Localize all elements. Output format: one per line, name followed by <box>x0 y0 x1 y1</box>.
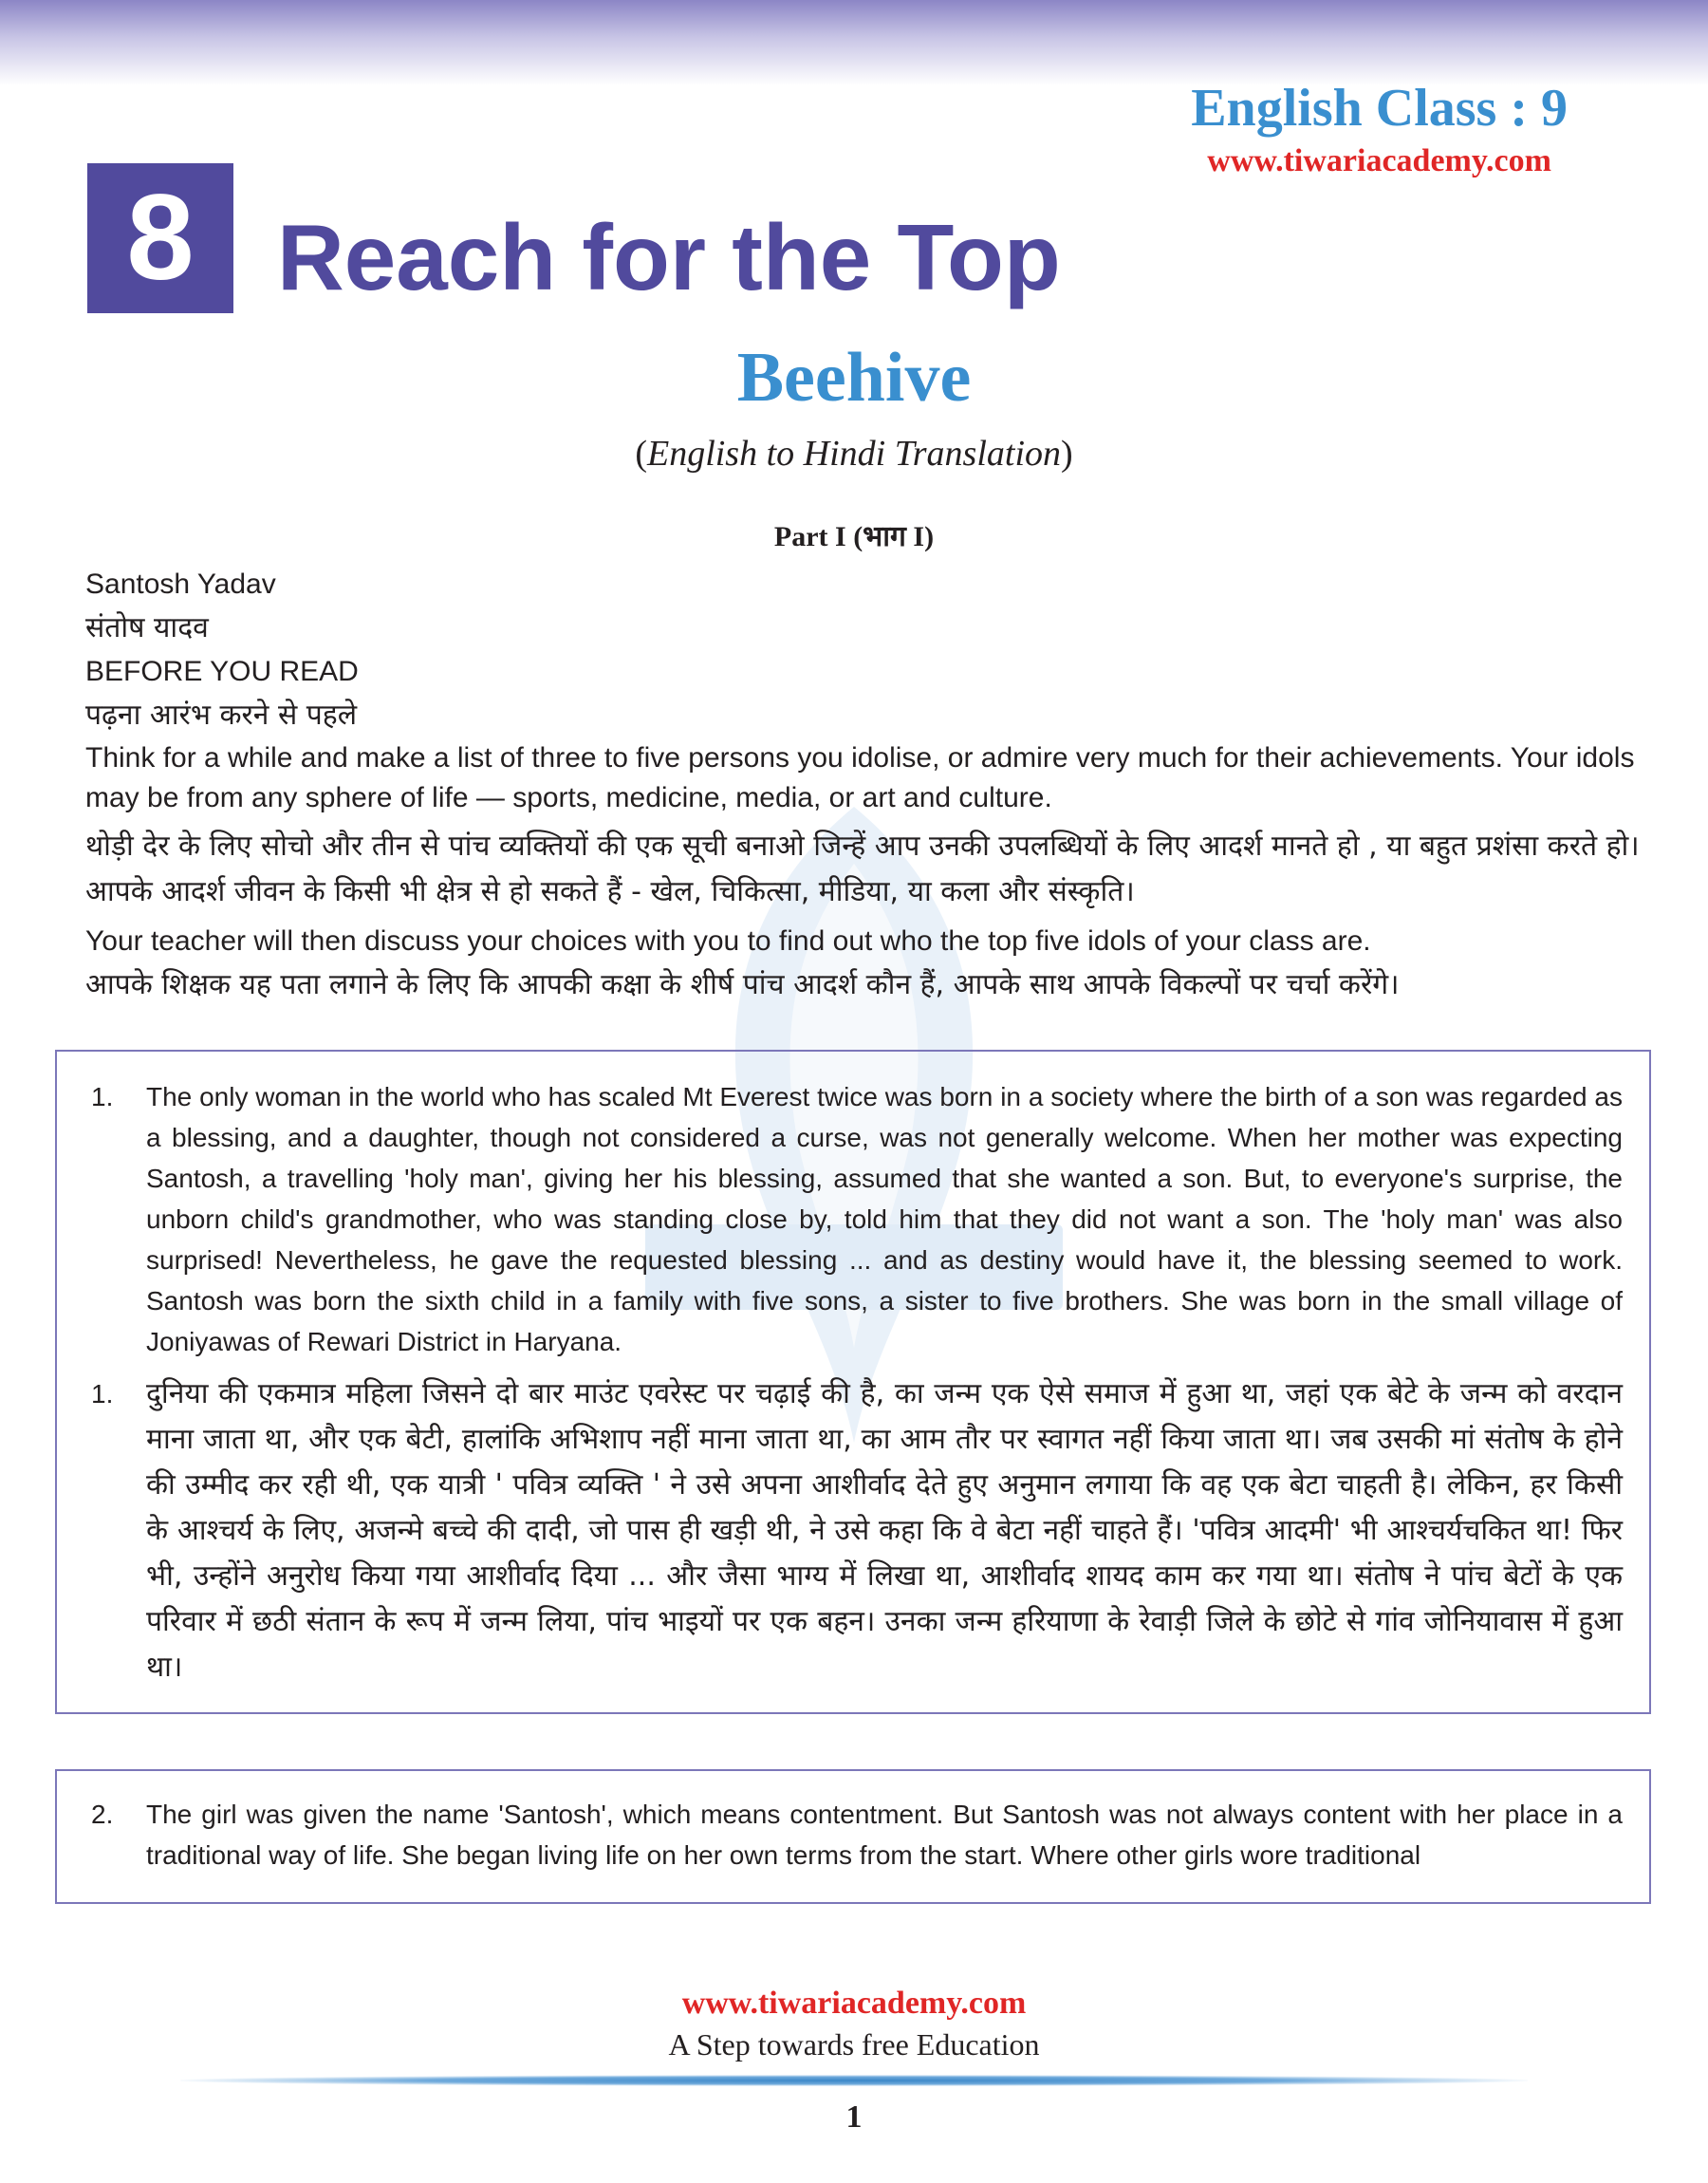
paragraph-number: 1. <box>91 1379 114 1409</box>
chapter-number-badge: 8 <box>87 163 233 313</box>
brand-url[interactable]: www.tiwariacademy.com <box>1207 143 1551 178</box>
subtitle-text: English to Hindi Translation <box>646 434 1062 474</box>
paragraph-2-english <box>57 1794 1649 1875</box>
author-name-hindi: संतोष यादव <box>85 611 209 644</box>
header-gradient-band <box>0 0 1708 85</box>
paragraph-text-hindi: दुनिया की एकमात्र महिला जिसने दो बार माउंट एवरेस्ट पर चढ़ाई की है, का जन्म एक ऐसे समाज में हुआ था, जहां एक बेटे के जन्म को वरदान माना जाता था, और एक बेटी, हालांकि अभिशाप नहीं माना जाता था, का आम तौर पर स्वागत नहीं किया जाता था। जब उसकी मां संतोष के होने की उम्मीद कर रही थी, एक यात्री ' पवित्र व्यक्ति ' ने उसे अपना आशीर्वाद देते हुए अनुमान लगाया कि वह एक बेटा चाहती है। लेकिन, हर किसी के आश्चर्य के लिए, अजन्मे बच्चे की दादी, जो पास ही खड़ी थी, ने उसे कहा कि वे बेटा नहीं चाहते हैं। 'पवित्र आदमी' भी आश्चर्यचकित था! फिर भी, उन्होंने अनुरोध किया गया आशीर्वाद दिया ... और जैसा भाग्य में लिखा था, आशीर्वाद शायद काम कर गया था। संतोष ने पांच बेटों के एक परिवार में छठी संतान के रूप में जन्म लिया, पांच भाइयों पर एक बहन। उनका जन्म हरियाणा के रेवाड़ी जिले के छोटे से गांव जोनियावास में हुआ था। <box>146 1377 1623 1684</box>
intro-paragraph-2: Your teacher will then discuss your choices with you to find out who the top five idols of your class are. <box>85 925 1371 957</box>
brand-title: English Class : 9 <box>1191 79 1568 138</box>
page-number: 1 <box>845 2099 863 2135</box>
intro-paragraph-1: Think for a while and make a list of three to five persons you idolise, or admire very much for their achievements. Your idols may be from any sphere of life — sports, medicine, media, or art and culture. <box>85 742 1635 813</box>
author-name: Santosh Yadav <box>85 569 276 600</box>
brand-block <box>1191 78 1568 180</box>
paragraph-1-english <box>57 1076 1649 1362</box>
paragraph-box-2 <box>55 1769 1651 1904</box>
paragraph-text: The girl was given the name 'Santosh', which means contentment. But Santosh was not always content with her place in a traditional way of life. She began living life on her own terms from the start. Where other girls wore traditional <box>146 1800 1623 1870</box>
before-you-read-heading-hindi: पढ़ना आरंभ करने से पहले <box>85 699 358 732</box>
intro-section <box>85 564 1642 1008</box>
intro-paragraph-1-hindi: थोड़ी देर के लिए सोचो और तीन से पांच व्यक्तियों की एक सूची बनाओ जिन्हें आप उनकी उपलब्धियों के लिए आदर्श मानते हो , या बहुत प्रशंसा करते हो। आपके आदर्श जीवन के किसी भी क्षेत्र से हो सकते हैं - खेल, चिकित्सा, मीडिया, या कला और संस्कृति। <box>85 830 1640 908</box>
subtitle-open-paren: ( <box>635 434 647 474</box>
paragraph-number: 2. <box>91 1800 114 1829</box>
footer-url[interactable]: www.tiwariacademy.com <box>681 1986 1027 2021</box>
book-title: Beehive <box>736 339 972 417</box>
intro-paragraph-2-hindi: आपके शिक्षक यह पता लगाने के लिए कि आपकी कक्षा के शीर्ष पांच आदर्श कौन हैं, आपके साथ आपके विकल्पों पर चर्चा करेंगे। <box>85 968 1400 1001</box>
paragraph-number: 1. <box>91 1082 114 1111</box>
paragraph-box-1 <box>55 1050 1651 1714</box>
footer-tagline: A Step towards free Education <box>668 2027 1040 2062</box>
paragraph-text: The only woman in the world who has scaled Mt Everest twice was born in a society where the birth of a son was regarded as a blessing, and a daughter, though not considered a curse, was not generally welcome. When her mother was expecting Santosh, a travelling 'holy man', giving her his blessing, assumed that she wanted a son. But, to everyone's surprise, the unborn child's grandmother, who was standing close by, told him that they did not want a son. The 'holy man' was also surprised! Nevertheless, he gave the requested blessing ... and as destiny would have it, the blessing seemed to work. Santosh was born the sixth child in a family with five sons, a sister to five brothers. She was born in the small village of Joniyawas of Rewari District in Haryana. <box>146 1082 1623 1356</box>
footer-divider <box>180 2075 1528 2086</box>
part-heading: Part I (भाग I) <box>773 521 935 552</box>
paragraph-1-hindi <box>57 1371 1649 1690</box>
before-you-read-heading: BEFORE YOU READ <box>85 656 359 687</box>
chapter-title: Reach for the Top <box>277 205 1061 309</box>
subtitle-close-paren: ) <box>1061 434 1073 474</box>
subtitle <box>0 433 1708 476</box>
